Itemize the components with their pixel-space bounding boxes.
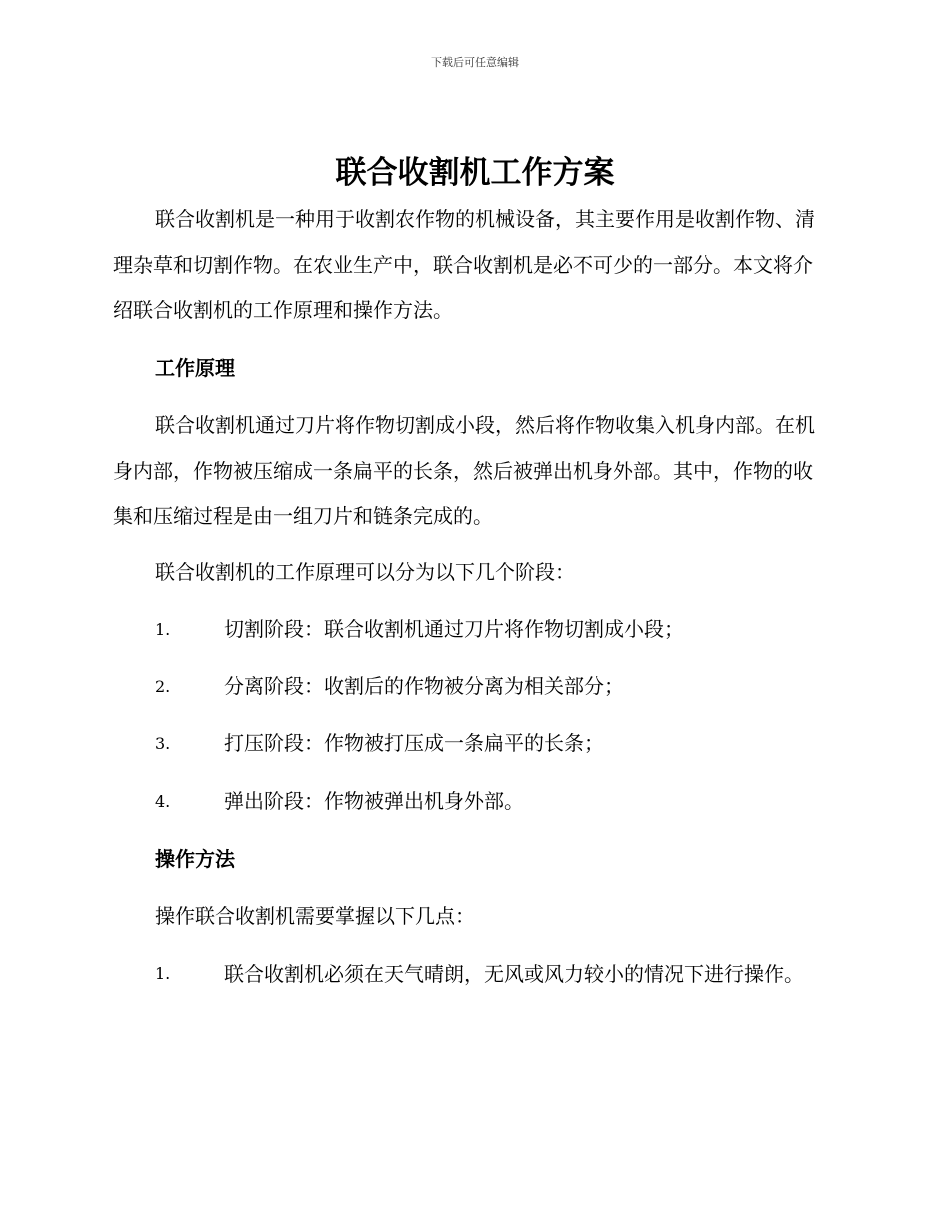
list-item bbox=[155, 721, 855, 766]
list-number: 1. bbox=[155, 964, 171, 983]
list-text: 分离阶段：收割后的作物被分离为相关部分； bbox=[224, 674, 624, 698]
stages-intro: 联合收割机的工作原理可以分为以下几个阶段： bbox=[155, 560, 575, 584]
list-text: 联合收割机必须在天气晴朗，无风或风力较小的情况下进行操作。 bbox=[224, 962, 804, 986]
list-number: 2. bbox=[155, 677, 171, 696]
page-header-note: 下载后可任意编辑 bbox=[431, 56, 519, 69]
list-number: 1. bbox=[155, 620, 171, 639]
list-item bbox=[155, 779, 855, 824]
list-text: 打压阶段：作物被打压成一条扁平的长条； bbox=[224, 731, 604, 755]
section-heading-principle: 工作原理 bbox=[155, 356, 235, 380]
list-item bbox=[155, 664, 855, 709]
section-heading-operation: 操作方法 bbox=[155, 847, 235, 871]
principle-paragraph: 联合收割机通过刀片将作物切割成小段，然后将作物收集入机身内部。在机身内部，作物被压缩成一条扁平的长条，然后被弹出机身外部。其中，作物的收集和压缩过程是由一组刀片和链条完成的。 bbox=[113, 413, 815, 528]
operation-intro: 操作联合收割机需要掌握以下几点： bbox=[155, 904, 475, 928]
list-number: 4. bbox=[155, 792, 171, 811]
list-number: 3. bbox=[155, 734, 171, 753]
intro-paragraph: 联合收割机是一种用于收割农作物的机械设备，其主要作用是收割作物、清理杂草和切割作物。在农业生产中，联合收割机是必不可少的一部分。本文将介绍联合收割机的工作原理和操作方法。 bbox=[113, 207, 815, 322]
list-text: 切割阶段：联合收割机通过刀片将作物切割成小段； bbox=[224, 617, 684, 641]
list-item bbox=[155, 607, 855, 652]
list-text: 弹出阶段：作物被弹出机身外部。 bbox=[224, 789, 524, 813]
list-item bbox=[113, 951, 818, 997]
document-title: 联合收割机工作方案 bbox=[335, 155, 615, 191]
